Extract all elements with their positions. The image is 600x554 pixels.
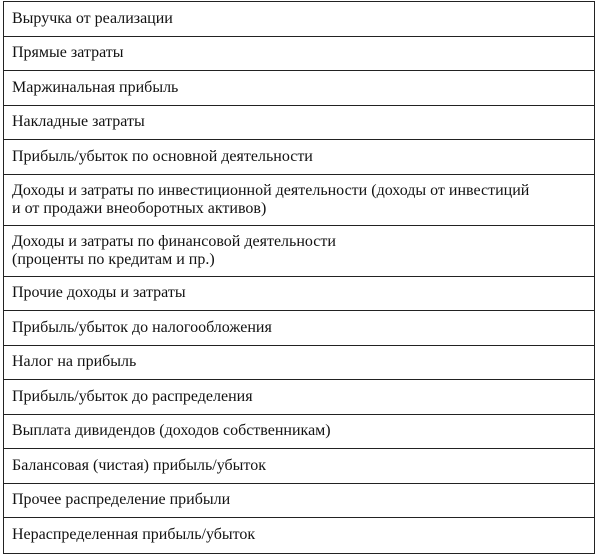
row-text: Балансовая (чистая) прибыль/убыток bbox=[12, 456, 266, 474]
table-row bbox=[4, 175, 594, 226]
row-text: Маржинальная прибыль bbox=[12, 78, 179, 96]
row-text: Прочее распределение прибыли bbox=[12, 491, 231, 509]
row-text: Нераспределенная прибыль/убыток bbox=[12, 526, 256, 544]
table-row bbox=[4, 311, 594, 346]
table-row bbox=[4, 71, 594, 106]
table-row bbox=[4, 415, 594, 450]
row-text: Прочие доходы и затраты bbox=[12, 284, 186, 302]
row-text-block bbox=[12, 182, 529, 218]
table-row bbox=[4, 484, 594, 519]
table-row bbox=[4, 449, 594, 484]
row-text: Прибыль/убыток до налогообложения bbox=[12, 318, 272, 336]
profit-structure-table bbox=[3, 1, 595, 554]
table-row bbox=[4, 277, 594, 312]
row-text-line-1: Доходы и затраты по инвестиционной деятельности (доходы от инвестиций bbox=[12, 181, 530, 199]
table-row bbox=[4, 518, 594, 553]
table-row bbox=[4, 380, 594, 415]
row-text: Налог на прибыль bbox=[12, 353, 137, 371]
row-text-block bbox=[12, 233, 336, 269]
row-text-line-2: и от продажи внеоборотных активов) bbox=[12, 199, 267, 217]
row-text: Прибыль/убыток по основной деятельности bbox=[12, 147, 313, 165]
row-text: Выручка от реализации bbox=[12, 9, 173, 27]
table-row bbox=[4, 226, 594, 277]
table-row bbox=[4, 37, 594, 72]
row-text: Накладные затраты bbox=[12, 113, 145, 131]
table-row bbox=[4, 2, 594, 37]
table-row bbox=[4, 140, 594, 175]
row-text-line-1: Доходы и затраты по финансовой деятельности bbox=[12, 232, 336, 250]
row-text-line-2: (проценты по кредитам и пр.) bbox=[12, 250, 215, 268]
row-text: Прямые затраты bbox=[12, 44, 124, 62]
row-text: Прибыль/убыток до распределения bbox=[12, 387, 253, 405]
table-row bbox=[4, 106, 594, 141]
table-row bbox=[4, 346, 594, 381]
row-text: Выплата дивидендов (доходов собственникам) bbox=[12, 422, 331, 440]
